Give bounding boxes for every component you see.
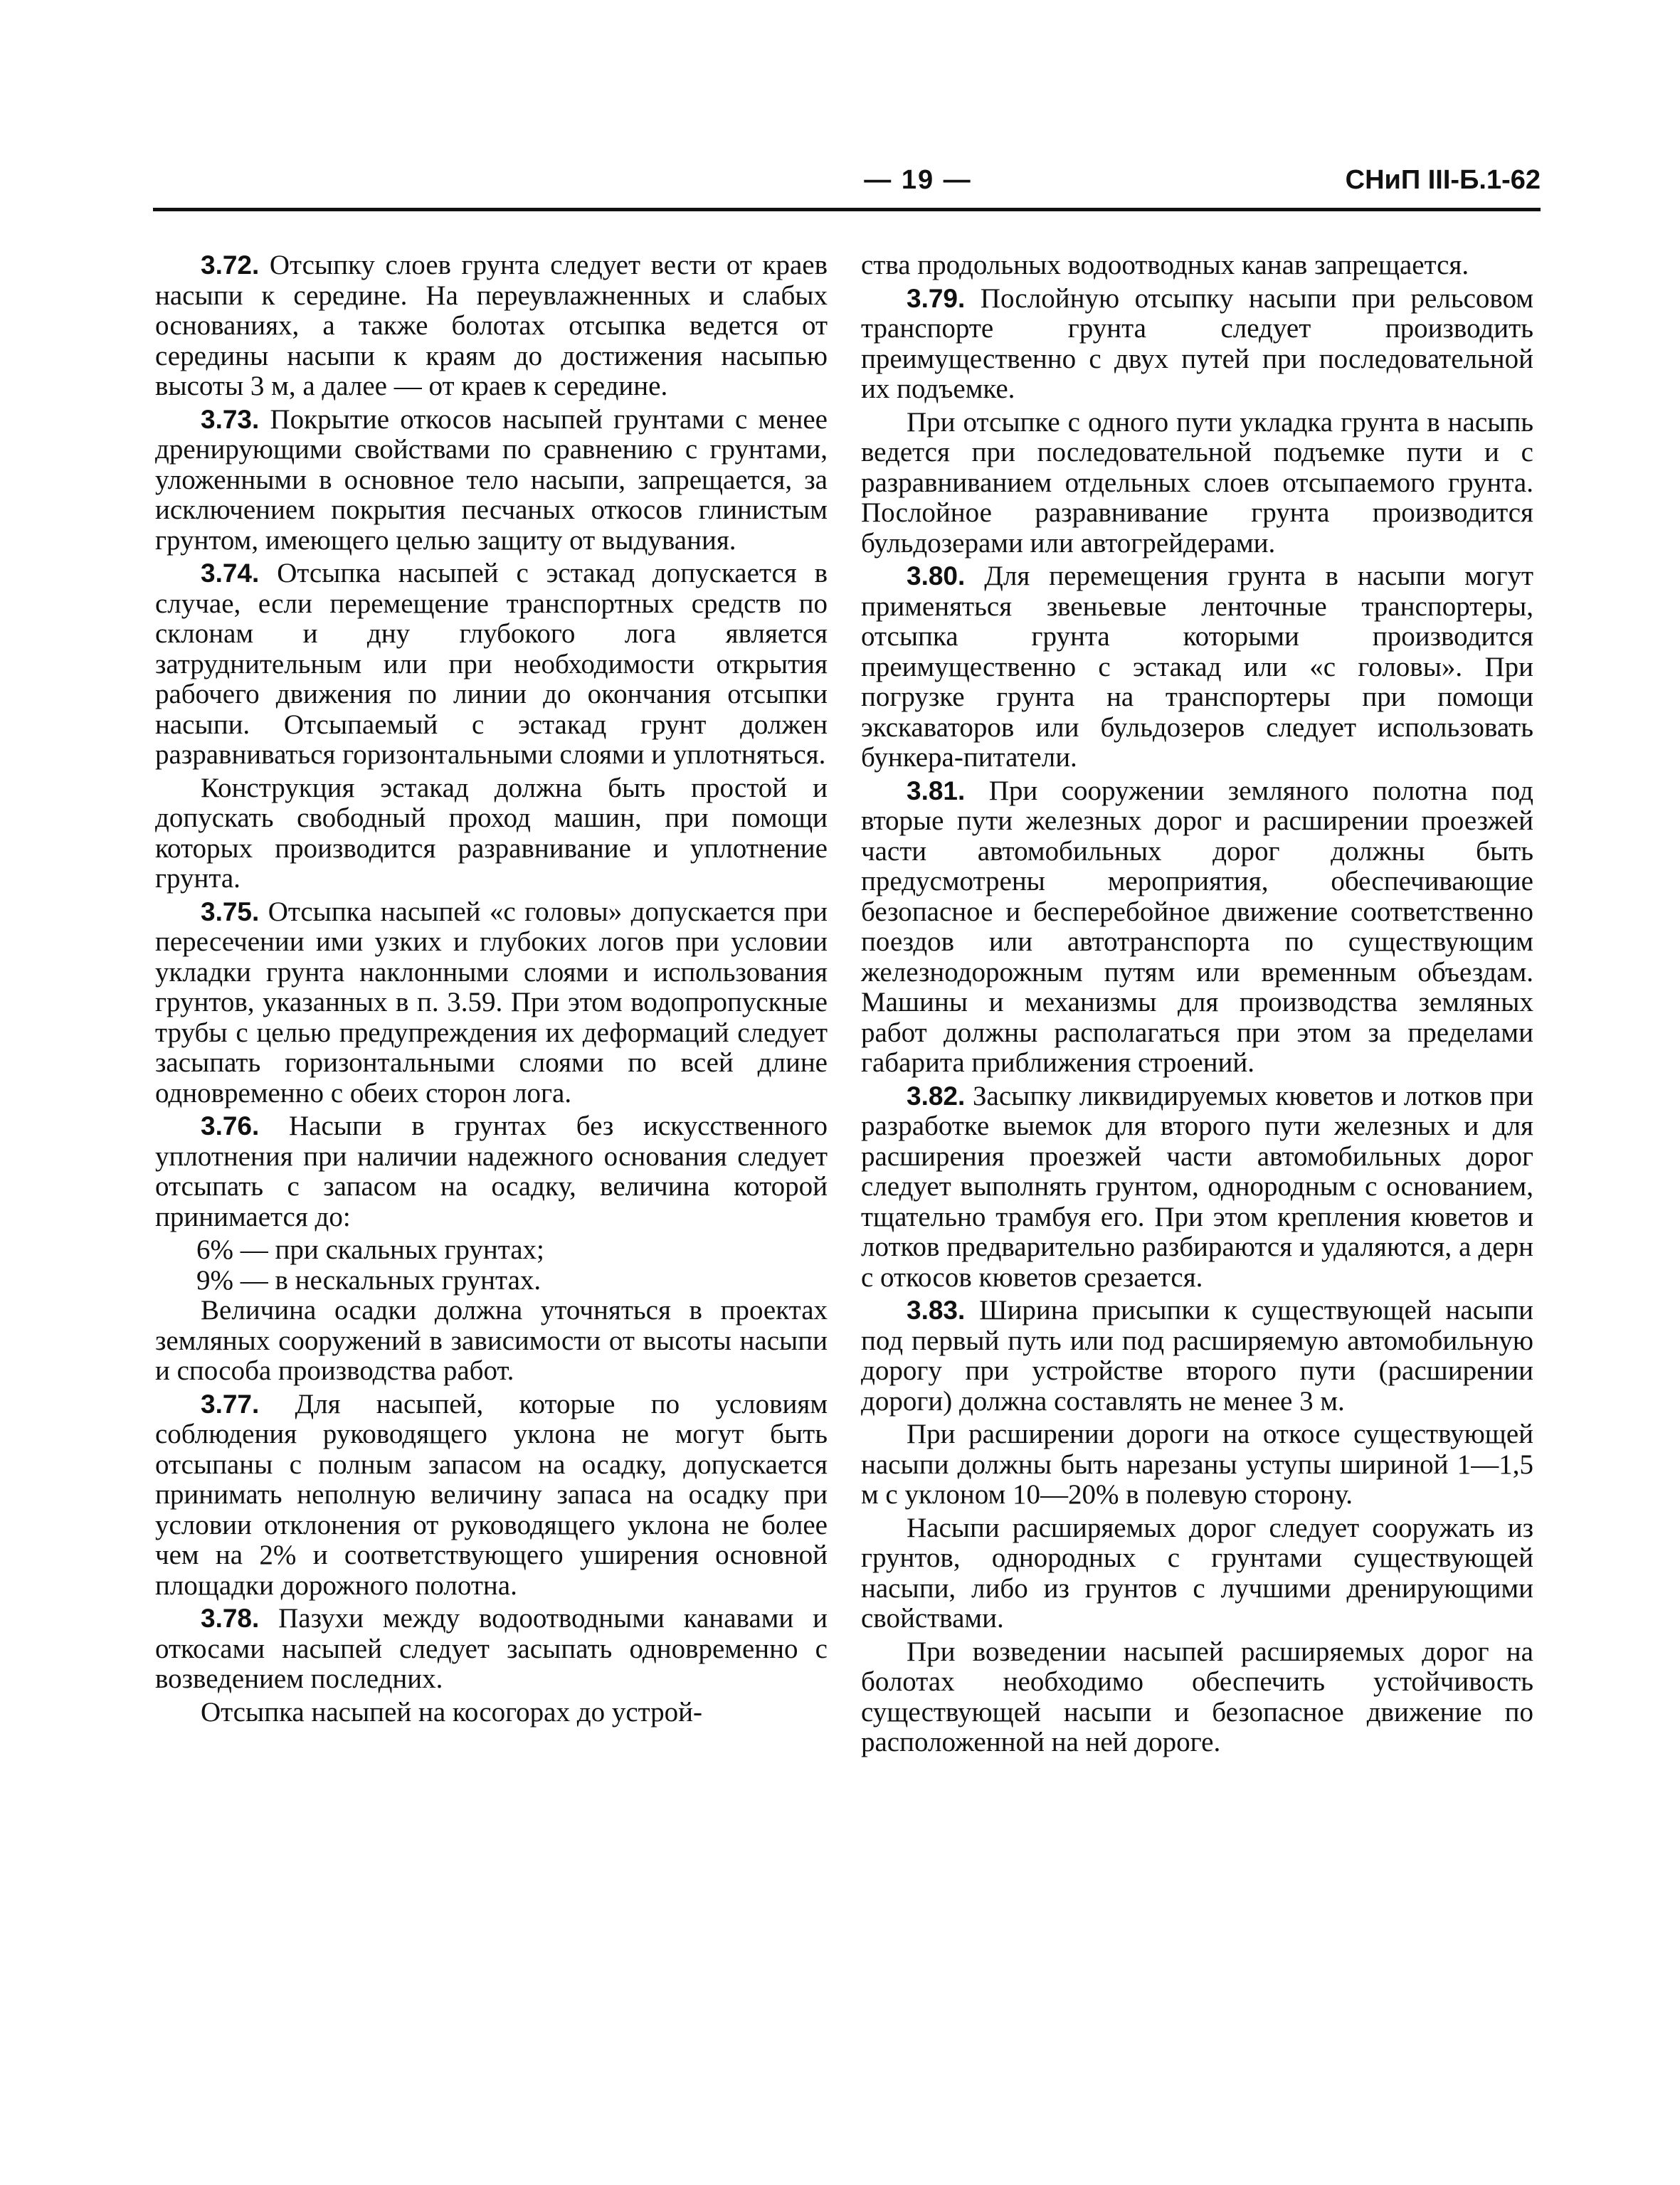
document-code: СНиП III-Б.1-62 <box>1345 165 1541 195</box>
paragraph <box>155 897 828 1109</box>
paragraph-text: Отсыпку слоев грунта следует вести от краев насыпи к середине. На переувлажненных и слабых основаниях, а также болотах отсыпка ведется от середины насыпи к краям до достижения насыпью высоты 3 м, а далее — от краев к середине. <box>155 250 828 401</box>
paragraph <box>155 1296 828 1387</box>
page-header <box>153 162 1541 213</box>
paragraph-text: Насыпи в грунтах без искусственного уплотнения при наличии надежного основания следует отсыпать с запасом на осадку, величина которой принимается до: <box>155 1111 828 1232</box>
paragraph-text: 6% — при скальных грунтах; <box>196 1234 544 1265</box>
paragraph <box>861 250 1533 281</box>
clause-number: 3.78. <box>201 1604 260 1633</box>
paragraph-text: Покрытие откосов насыпей грунтами с менее дренирующими свойствами по сравнению с грунтами, уложенными в основное тело насыпи, запрещается, за исключением покрытия песчаных откосов глинистым грунтом, имеющего целью защиту от выдувания. <box>155 403 828 556</box>
paragraph <box>155 1604 828 1695</box>
clause-number: 3.80. <box>907 561 966 591</box>
clause-number: 3.83. <box>907 1296 966 1325</box>
paragraph <box>861 561 1533 773</box>
clause-number: 3.75. <box>201 896 260 926</box>
paragraph <box>861 1296 1533 1417</box>
paragraph <box>155 250 828 402</box>
clause-number: 3.72. <box>201 250 260 280</box>
paragraph-text: Величина осадки должна уточняться в проектах земляных сооружений в зависимости от высоты насыпи и способа производства работ. <box>155 1295 828 1386</box>
paragraph <box>155 1698 828 1728</box>
page-number: — 19 — <box>864 165 972 195</box>
paragraph-text: Отсыпка насыпей на косогорах до устрой- <box>201 1696 703 1728</box>
clause-number: 3.81. <box>907 776 966 805</box>
paragraph-text: Конструкция эстакад должна быть простой и допускать свободный проход машин, при помощи которых производится разравнивание и уплотнение грунта. <box>155 772 828 894</box>
paragraph-text: Отсыпка насыпей «с головы» допускается при пересечении ими узких и глубоких логов при условии укладки грунта наклонными слоями и использования грунтов, указанных в п. 3.59. При этом водопропускные трубы с целью предупреждения их деформаций следует засыпать горизонтальными слоями по всей длине одновременно с обеих сторон лога. <box>155 896 828 1109</box>
paragraph <box>861 1637 1533 1758</box>
paragraph-text: При возведении насыпей расширяемых дорог на болотах необходимо обеспечить устойчивость существующей насыпи и безопасное движение по расположенной на ней дороге. <box>861 1636 1533 1757</box>
paragraph-text: При расширении дороги на откосе существующей насыпи должны быть нарезаны уступы шириной 1—1,5 м с уклоном 10—20% в полевую сторону. <box>861 1419 1533 1510</box>
paragraph <box>155 1390 828 1602</box>
paragraph-text: При отсыпке с одного пути укладка грунта в насыпь ведется при последовательной подъемке пути и с разравниванием отдельных слоев отсыпаемого грунта. Послойное разравнивание грунта производится бульдозерами или автогрейдерами. <box>861 406 1533 559</box>
paragraph <box>155 1266 828 1296</box>
clause-number: 3.79. <box>907 283 966 313</box>
paragraph-text: 9% — в нескальных грунтах. <box>196 1264 541 1296</box>
clause-number: 3.76. <box>201 1111 260 1141</box>
paragraph <box>155 1111 828 1232</box>
clause-number: 3.82. <box>907 1081 966 1111</box>
right-column <box>861 250 1533 2015</box>
paragraph <box>861 408 1533 559</box>
paragraph-text: При сооружении земляного полотна под вторые пути железных дорог и расширении проезжей части автомобильных дорог должны быть предусмотрены мероприятия, обеспечивающие безопасное и бесперебойное движение соответственно поездов или автотранспорта по существующим железнодорожным путям или временным объездам. Машины и механизмы для производства земляных работ должны располагаться при этом за пределами габарита приближения строений. <box>861 775 1534 1078</box>
paragraph-text: Засыпку ликвидируемых кюветов и лотков при разработке выемок для второго пути железных и для расширения проезжей части автомобильных дорог следует выполнять грунтом, однородным с основанием, тщательно трамбуя его. При этом крепления кюветов и лотков предварительно разбираются и удаляются, а дерн с откосов кюветов срезается. <box>861 1080 1533 1293</box>
paragraph <box>861 1419 1533 1511</box>
clause-number: 3.77. <box>201 1389 260 1419</box>
paragraph-text: ства продольных водоотводных канав запрещается. <box>861 250 1469 280</box>
paragraph <box>861 1513 1533 1634</box>
paragraph <box>861 776 1533 1079</box>
paragraph <box>155 559 828 771</box>
clause-number: 3.74. <box>201 559 260 588</box>
left-column <box>155 250 828 2015</box>
paragraph-text: Для насыпей, которые по условиям соблюдения руководящего уклона не могут быть отсыпаны с полным запасом на осадку, допускается принимать неполную величину запаса на осадку при условии отклонения от руководящего уклона не более чем на 2% и соответствующего уширения основной площадки дорожного полотна. <box>155 1388 828 1601</box>
paragraph-text: Пазухи между водоотводными канавами и откосами насыпей следует засыпать одновременно с возведением последних. <box>155 1603 828 1694</box>
paragraph-text: Отсыпка насыпей с эстакад допускается в случае, если перемещение транспортных средств по склонам и дну глубокого лога является затруднительным или при необходимости открытия рабочего движения по линии до окончания отсыпки насыпи. Отсыпаемый с эстакад грунт должен разравниваться горизонтальными слоями и уплотняться. <box>155 558 828 770</box>
clause-number: 3.73. <box>201 404 260 434</box>
paragraph <box>155 773 828 894</box>
paragraph-text: Ширина присыпки к существующей насыпи под первый путь или под расширяемую автомобильную дорогу при устройстве второго пути (расширении дороги) должна составлять не менее 3 м. <box>861 1295 1533 1417</box>
paragraph-text: Насыпи расширяемых дорог следует сооружать из грунтов, однородных с грунтами существующей насыпи, либо из грунтов с лучшими дренирующими свойствами. <box>861 1512 1533 1634</box>
paragraph <box>861 284 1533 405</box>
paragraph <box>861 1081 1533 1293</box>
paragraph-text: Для перемещения грунта в насыпи могут применяться звеньевые ленточные транспортеры, отсыпка грунта которыми производится преимущественно с эстакад или «с головы». При погрузке грунта на транспортеры при помощи экскаваторов или бульдозеров следует использовать бункера-питатели. <box>861 561 1534 773</box>
paragraph-text: Послойную отсыпку насыпи при рельсовом транспорте грунта следует производить преимущественно с двух путей при последовательной их подъемке. <box>861 282 1533 404</box>
header-divider <box>153 208 1541 211</box>
paragraph <box>155 1235 828 1266</box>
paragraph <box>155 405 828 556</box>
